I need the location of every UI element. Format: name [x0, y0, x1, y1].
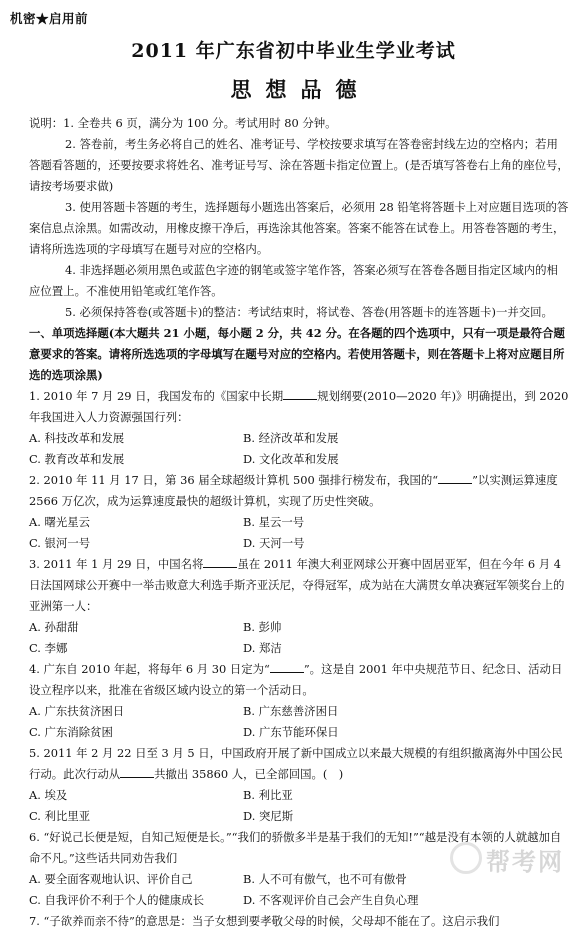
option: C. 李娜 — [29, 641, 68, 655]
instruction-3: 3. 使用答题卡答题的考生，选择题每小题选出答案后，必须用 28 铅笔将答题卡上对应题目选项的答案信息点涂黑。如需改动，用橡皮擦干净后，再选涂其他答案。答案不能答在试卷上。用答卷答题的考生，请将所选选项的字母填写在题号对应的空格内。 — [29, 200, 569, 256]
option: B. 星云一号 — [243, 515, 305, 529]
subject-title: 思想品德 — [230, 77, 371, 102]
answer-blank — [283, 389, 317, 400]
option: A. 孙甜甜 — [29, 620, 79, 634]
option: C. 自我评价不利于个人的健康成长 — [29, 893, 205, 907]
question-4-stem: 4. 广东自 2010 年起，将每年 6 月 30 日定为“ ”。这是自 2001 年中央规范节日、纪念日、活动日设立程序以来，批准在省级区域内设立的第一个活动日。 — [29, 662, 563, 697]
question-1-options-row-1 — [29, 428, 569, 449]
question-2-options-row-2 — [29, 533, 569, 554]
instruction-4: 4. 非选择题必须用黑色或蓝色字迹的钢笔或签字笔作答，答案必须写在答卷各题目指定区域内的相应位置上。不准使用铅笔或红笔作答。 — [29, 263, 558, 298]
option: D. 不客观评价自己会产生自负心理 — [243, 893, 419, 907]
question-1-options-row-2 — [29, 449, 569, 470]
question-3-options-row-2 — [29, 638, 569, 659]
option: D. 广东节能环保日 — [243, 725, 339, 739]
question-3-options-row-1 — [29, 617, 569, 638]
question-1-stem: 1. 2010 年 7 月 29 日，我国发布的《国家中长期 规划纲要(2010—2020 年)》明确提出，到 2020 年我国进入人力资源强国行列： — [29, 389, 569, 424]
option: D. 文化改革和发展 — [243, 452, 339, 466]
answer-blank — [438, 473, 472, 484]
exam-title: 2011 年广东省初中毕业生学业考试 — [131, 40, 456, 62]
question-7-stem: 7. “子欲养而亲不待”的意思是：当子女想到要孝敬父母的时候，父母却不能在了。这启示我们 — [29, 914, 500, 928]
instruction-2: 2. 答卷前，考生务必将自己的姓名、准考证号、学校按要求填写在答卷密封线左边的空格内；若用答题看答题的，还要按要求将姓名、准考证号写、涂在答题卡指定位置上。(是否填写答卷右上角的座位号，请按考场要求做) — [29, 137, 569, 193]
option: A. 曙光星云 — [29, 515, 91, 529]
question-4-options-row-2 — [29, 722, 569, 743]
option: A. 广东扶贫济困日 — [29, 704, 125, 718]
watermark-text: 帮考网 — [486, 848, 564, 876]
question-5-options-row-2 — [29, 806, 569, 827]
question-6-options-row-2 — [29, 890, 569, 911]
option: D. 突尼斯 — [243, 809, 294, 823]
question-2-options-row-1 — [29, 512, 569, 533]
answer-blank — [203, 557, 237, 568]
instruction-1: 说明：1. 全卷共 6 页，满分为 100 分。考试用时 80 分钟。 — [29, 116, 337, 130]
question-6-options-row-1 — [29, 869, 569, 890]
question-4-options-row-1 — [29, 701, 569, 722]
option: B. 利比亚 — [243, 788, 293, 802]
question-5-options-row-1 — [29, 785, 569, 806]
question-6-stem: 6. “好说己长便是短，自知己短便是长。”“我们的骄傲多半是基于我们的无知!”“越是没有本领的人就越加自命不凡。”这些话共同劝告我们 — [29, 830, 562, 865]
option: C. 银河一号 — [29, 536, 91, 550]
option: B. 彭帅 — [243, 620, 282, 634]
instruction-5: 5. 必须保持答卷(或答题卡)的整洁：考试结束时，将试卷、答卷(用答题卡的连答题卡)一并交回。 — [65, 305, 553, 319]
option: A. 科技改革和发展 — [29, 431, 125, 445]
question-3-stem: 3. 2011 年 1 月 29 日，中国名将 虽在 2011 年澳大利亚网球公开赛中固居亚军，但在今年 6 月 4 日法国网球公开赛中一举击败意大利选手斯齐亚沃尼，夺得冠军，成为站在大满贯女单决赛冠军领奖台上的亚洲第一人： — [29, 557, 565, 613]
option: C. 广东消除贫困 — [29, 725, 113, 739]
option: B. 经济改革和发展 — [243, 431, 339, 445]
confidential-label: 机密★启用前 — [10, 11, 89, 26]
exam-body — [29, 113, 569, 932]
answer-blank — [270, 662, 304, 673]
question-5-stem: 5. 2011 年 2 月 22 日至 3 月 5 日，中国政府开展了新中国成立以来最大规模的有组织撤离海外中国公民行动。此次行动从 共撤出 35860 人，已全部回国。( ) — [29, 746, 563, 781]
answer-blank — [120, 767, 154, 778]
option: D. 天河一号 — [243, 536, 305, 550]
section-heading: 一、单项选择题(本大题共 21 小题，每小题 2 分，共 42 分。在各题的四个选项中，只有一项是最符合题意要求的答案。请将所选选项的字母填写在题号对应的空格内。若使用答题卡，则在答题卡上将对应题目所选的选项涂黑) — [29, 326, 565, 382]
option: A. 要全面客观地认识、评价自己 — [29, 872, 193, 886]
option: C. 利比里亚 — [29, 809, 91, 823]
option: C. 教育改革和发展 — [29, 452, 125, 466]
option: A. 埃及 — [29, 788, 68, 802]
option: B. 人不可有傲气，也不可有傲骨 — [243, 872, 407, 886]
option: D. 郑洁 — [243, 641, 282, 655]
question-2-stem: 2. 2010 年 11 月 17 日，第 36 届全球超级计算机 500 强排行榜发布，我国的“ ”以实测运算速度 2566 万亿次，成为运算速度最快的超级计算机，实现了历史性突破。 — [29, 473, 558, 508]
option: B. 广东慈善济困日 — [243, 704, 339, 718]
